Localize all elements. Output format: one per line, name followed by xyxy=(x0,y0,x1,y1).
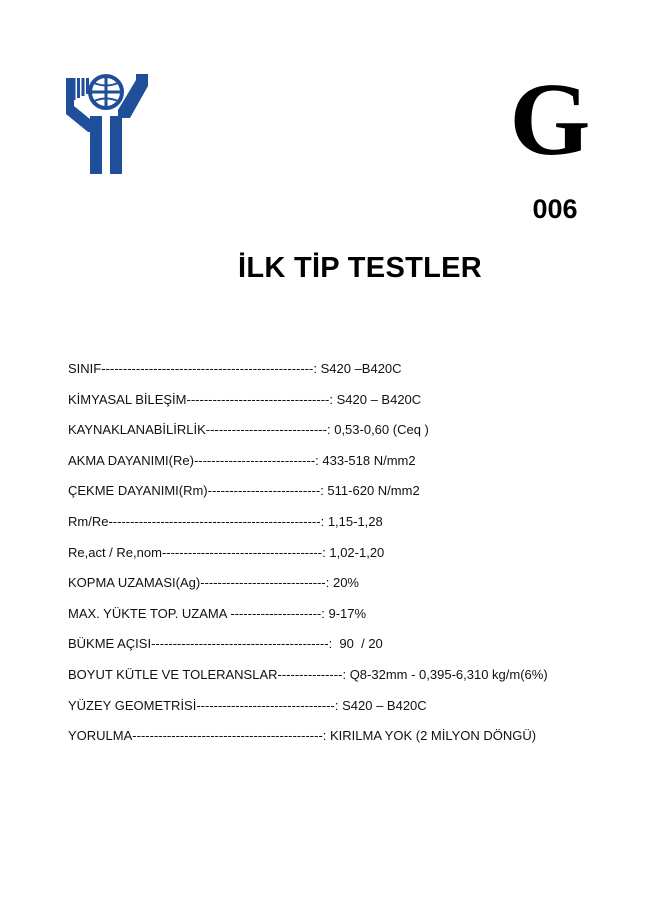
doc-letter: G xyxy=(509,62,591,177)
spec-row xyxy=(68,360,548,391)
spec-row xyxy=(68,727,548,758)
spec-label: YORULMA xyxy=(68,728,133,744)
spec-value: : 90 / 20 xyxy=(328,636,383,652)
spec-value: : 433-518 N/mm2 xyxy=(315,452,416,468)
spec-value: : S420 – B420C xyxy=(334,697,427,713)
spec-row xyxy=(68,544,548,575)
spec-row xyxy=(68,574,548,605)
spec-leader: ---------------------------- xyxy=(193,452,316,468)
spec-value: : 511-620 N/mm2 xyxy=(320,483,420,499)
spec-value: : KIRILMA YOK (2 MİLYON DÖNGÜ) xyxy=(322,728,537,744)
spec-leader: ------------------------------------------------- xyxy=(108,513,321,529)
spec-leader: --------------- xyxy=(277,666,343,682)
globe-y-logo-icon xyxy=(66,70,152,174)
spec-row xyxy=(68,635,548,666)
spec-label: ÇEKME DAYANIMI(Rm) xyxy=(68,483,208,499)
spec-label: KİMYASAL BİLEŞİM xyxy=(68,391,187,407)
spec-row xyxy=(68,452,548,483)
spec-value: : Q8-32mm - 0,395-6,310 kg/m(6%) xyxy=(342,666,548,682)
spec-row xyxy=(68,697,548,728)
spec-row xyxy=(68,391,548,422)
spec-leader: ------------------------------------------------- xyxy=(101,361,314,376)
spec-value: : S420 –B420C xyxy=(313,361,402,376)
spec-value: : 1,15-1,28 xyxy=(320,513,383,529)
spec-list xyxy=(68,360,548,758)
spec-value: : 9-17% xyxy=(321,605,367,621)
spec-value: : 1,02-1,20 xyxy=(322,544,385,560)
spec-leader: -------------------------- xyxy=(207,483,321,499)
spec-value: : 20% xyxy=(325,575,359,591)
spec-label: BÜKME AÇISI xyxy=(68,636,152,652)
spec-label: YÜZEY GEOMETRİSİ xyxy=(68,697,197,713)
spec-value: : S420 – B420C xyxy=(329,391,422,407)
spec-label: MAX. YÜKTE TOP. UZAMA xyxy=(68,605,231,621)
spec-label: BOYUT KÜTLE VE TOLERANSLAR xyxy=(68,666,278,682)
company-logo xyxy=(66,70,152,174)
spec-row xyxy=(68,666,548,697)
spec-label: KAYNAKLANABİLİRLİK xyxy=(68,422,206,438)
page-title: İLK TİP TESTLER xyxy=(237,252,483,284)
spec-row xyxy=(68,513,548,544)
spec-value: : 0,53-0,60 (Ceq ) xyxy=(326,422,429,438)
spec-label: AKMA DAYANIMI(Re) xyxy=(68,452,194,468)
spec-label: SINIF xyxy=(68,361,102,376)
spec-label: Rm/Re xyxy=(68,513,109,529)
spec-leader: -------------------------------- xyxy=(196,697,335,713)
spec-row xyxy=(68,421,548,452)
spec-leader: ------------------------------------- xyxy=(161,544,323,560)
spec-label: KOPMA UZAMASI(Ag) xyxy=(68,575,201,591)
spec-label: Re,act / Re,nom xyxy=(68,544,162,560)
spec-leader: --------------------- xyxy=(230,605,322,621)
spec-row xyxy=(68,482,548,513)
spec-leader: ----------------------------------------- xyxy=(151,636,329,652)
spec-leader: -------------------------------------------- xyxy=(132,728,323,744)
spec-leader: ---------------------------- xyxy=(205,422,327,438)
spec-leader: ----------------------------- xyxy=(200,575,326,591)
spec-row xyxy=(68,605,548,636)
spec-leader: --------------------------------- xyxy=(186,391,330,407)
doc-code: 006 xyxy=(532,194,578,224)
